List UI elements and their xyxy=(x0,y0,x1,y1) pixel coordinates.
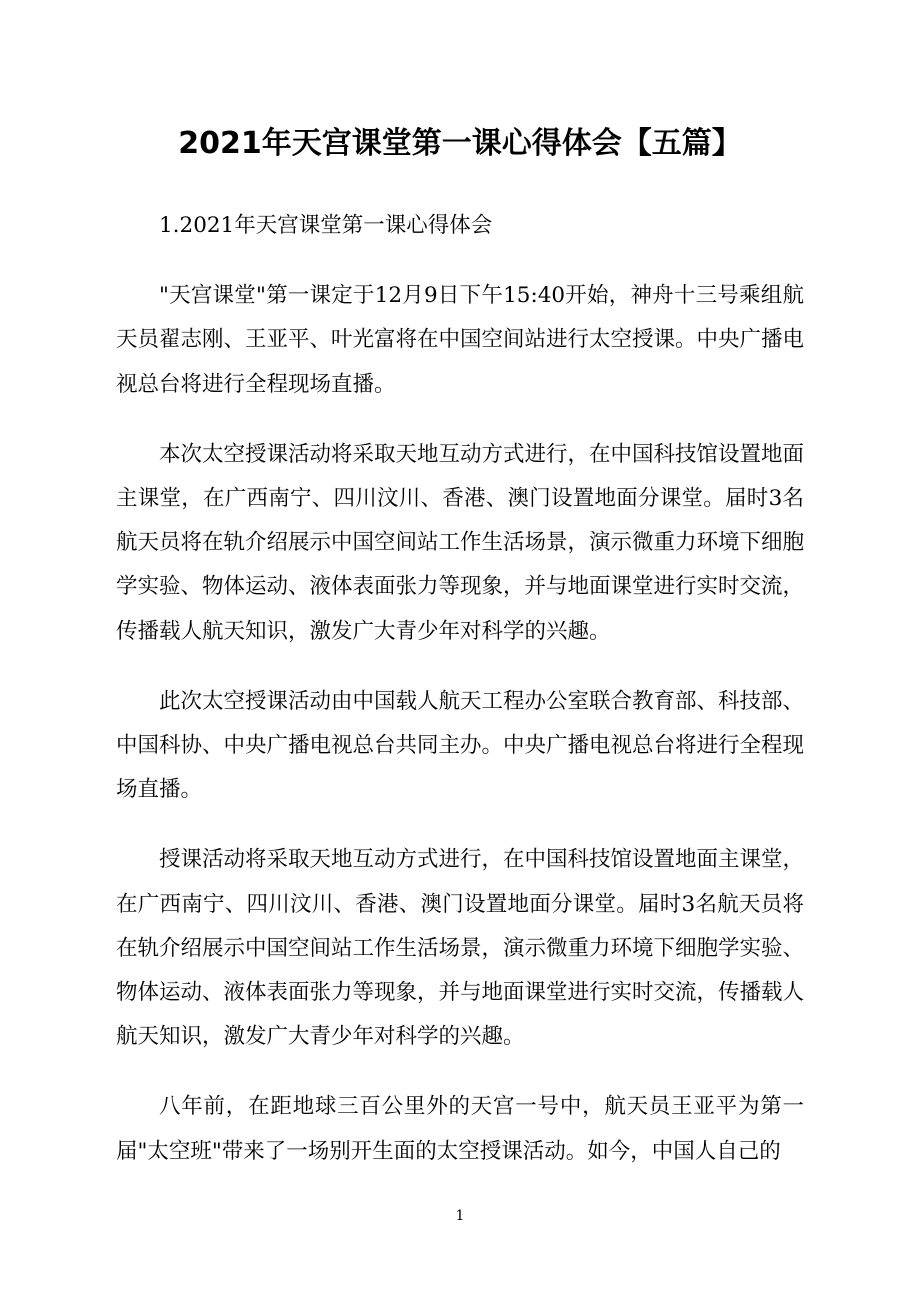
paragraph-3: 此次太空授课活动由中国载人航天工程办公室联合教育部、科技部、中国科协、中央广播电视总台共同主办。中央广播电视总台将进行全程现场直播。 xyxy=(116,688,805,803)
paragraph-5: 八年前，在距地球三百公里外的天宫一号中，航天员王亚平为第一届"太空班"带来了一场别开生面的太空授课活动。如今，中国人自己的 xyxy=(116,1094,804,1164)
section-heading: 1.2021年天宫课堂第一课心得体会 xyxy=(159,213,493,238)
document-body xyxy=(116,204,804,1200)
document-title: 2021年天宫课堂第一课心得体会【五篇】 xyxy=(178,126,742,161)
paragraph-4: 授课活动将采取天地互动方式进行，在中国科技馆设置地面主课堂，在广西南宁、四川汶川、香港、澳门设置地面分课堂。届时3名航天员将在轨介绍展示中国空间站工作生活场景，演示微重力环境下细胞学实验、物体运动、液体表面张力等现象，并与地面课堂进行实时交流，传播载人航天知识，激发广大青少年对科学的兴趣。 xyxy=(116,847,805,1050)
page-number: 1 xyxy=(455,1208,465,1224)
paragraph-1: "天宫课堂"第一课定于12月9日下午15:40开始，神舟十三号乘组航天员翟志刚、王亚平、叶光富将在中国空间站进行太空授课。中央广播电视总台将进行全程现场直播。 xyxy=(116,283,805,397)
paragraph-2: 本次太空授课活动将采取天地互动方式进行，在中国科技馆设置地面主课堂，在广西南宁、四川汶川、香港、澳门设置地面分课堂。届时3名航天员将在轨介绍展示中国空间站工作生活场景，演示微重力环境下细胞学实验、物体运动、液体表面张力等现象，并与地面课堂进行实时交流，传播载人航天知识，激发广大青少年对科学的兴趣。 xyxy=(116,441,805,644)
